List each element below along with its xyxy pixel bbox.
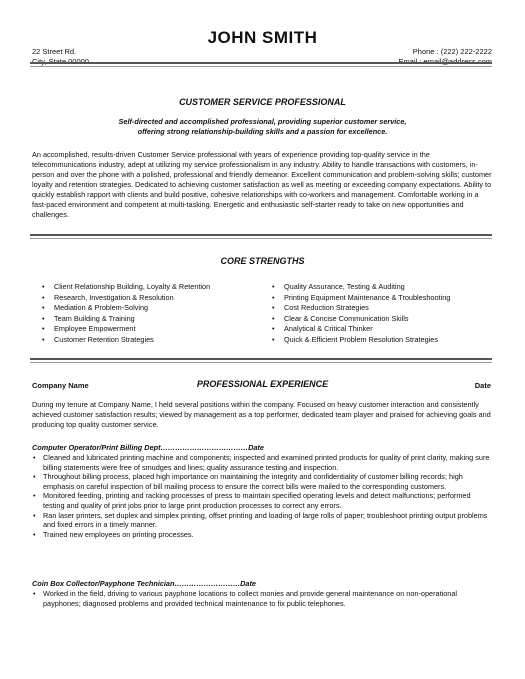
list-item: • Throughout billing process, placed high importance on maintaining the integrity and confidentiality of customer billing records; high emphasis on careful inspection of bill mailing process to ensure the correct bills were mailed to the corresponding customers. (32, 472, 494, 491)
job-2-bullets (32, 589, 494, 608)
divider-header (30, 62, 492, 67)
job-title-2: Coin Box Collector/Payphone Technician………………………Date (32, 579, 256, 588)
list-item: • Cleaned and lubricated printing machine and components; inspected and examined printed products for quality of print clarity, making sure billing statements were free of smudges and lines; quality assurance testing and inspection. (32, 453, 494, 472)
strengths-left-list (40, 282, 210, 345)
experience-title: PROFESSIONAL EXPERIENCE (196, 379, 329, 389)
job-1-bullets (32, 453, 494, 539)
list-item: • Clear & Concise Communication Skills (270, 314, 450, 325)
candidate-name: JOHN SMITH (207, 28, 318, 47)
list-item: • Ran laser printers, set duplex and simplex printing, offset printing and loading of large rolls of paper; troubleshoot printing output problems and fixed errors in a timely manner. (32, 511, 494, 530)
divider-strengths (30, 358, 492, 363)
list-item: • Team Building & Training (40, 314, 210, 325)
list-item: • Customer Retention Strategies (40, 335, 210, 346)
phone-text: Phone : (222) 222-2222 (412, 47, 492, 56)
list-item: • Employee Empowerment (40, 324, 210, 335)
list-item: • Client Relationship Building, Loyalty & Retention (40, 282, 210, 293)
list-item: • Mediation & Problem-Solving (40, 303, 210, 314)
tagline-line-2: offering strong relationship-building skills and a passion for excellence. (137, 127, 388, 136)
list-item: • Worked in the field, driving to various payphone locations to collect monies and provide general maintenance on non-operational payphones; diagnosed problems and provided technical maintenance to fix public telephones. (32, 589, 494, 608)
summary-title: CUSTOMER SERVICE PROFESSIONAL (179, 97, 346, 107)
summary-paragraph: An accomplished, results-driven Customer Service professional with years of experience providing top-quality service in the telecommunications industry, adept at utilizing my service professionalism in any industry. Ability to handle transactions with customers, in-person and over the phone with a polished, professional and friendly demeanor. Excellent communication and problem-solving skills; customer loyalty and retention strategies. Dedicated to achieving customer satisfaction as well as meeting or exceeding company expectations. Ability to quickly establish rapport with clients and build positive, cohesive relationships with co-workers and management. Comfortable working in a fast-paced environment and competent at multi-tasking. Energetic and enthusiastic self-starter ready to take on new opportunities and challenges. (32, 150, 492, 219)
tagline-line-1: Self-directed and accomplished professional, providing superior customer service, (118, 117, 407, 126)
list-item: • Trained new employees on printing processes. (32, 530, 494, 540)
list-item: • Analytical & Critical Thinker (270, 324, 450, 335)
strengths-right-list (270, 282, 450, 345)
list-item: • Research, Investigation & Resolution (40, 293, 210, 304)
list-item: • Quality Assurance, Testing & Auditing (270, 282, 450, 293)
strengths-title: CORE STRENGTHS (220, 256, 305, 266)
list-item: • Printing Equipment Maintenance & Troubleshooting (270, 293, 450, 304)
address-line-1: 22 Street Rd. (32, 47, 77, 56)
divider-summary (30, 234, 492, 239)
list-item: • Monitored feeding, printing and racking processes of press to maintain specified operating levels and detect malfunctions; performed testing and quality of print jobs prior to large print production processes to correct any errors. (32, 491, 494, 510)
job-title-1: Computer Operator/Print Billing Dept………………………………Date (32, 443, 264, 452)
company-name: Company Name (32, 381, 89, 390)
company-date: Date (474, 381, 491, 390)
list-item: • Quick & Efficient Problem Resolution Strategies (270, 335, 450, 346)
experience-intro: During my tenure at Company Name, I held several positions within the company. Focused on heavy customer interaction and consistently achieved customer satisfaction results; viewed by management as a top performer, dedicated team player and praised for achieving goals and producing top quality customer service. (32, 400, 491, 429)
list-item: • Cost Reduction Strategies (270, 303, 450, 314)
